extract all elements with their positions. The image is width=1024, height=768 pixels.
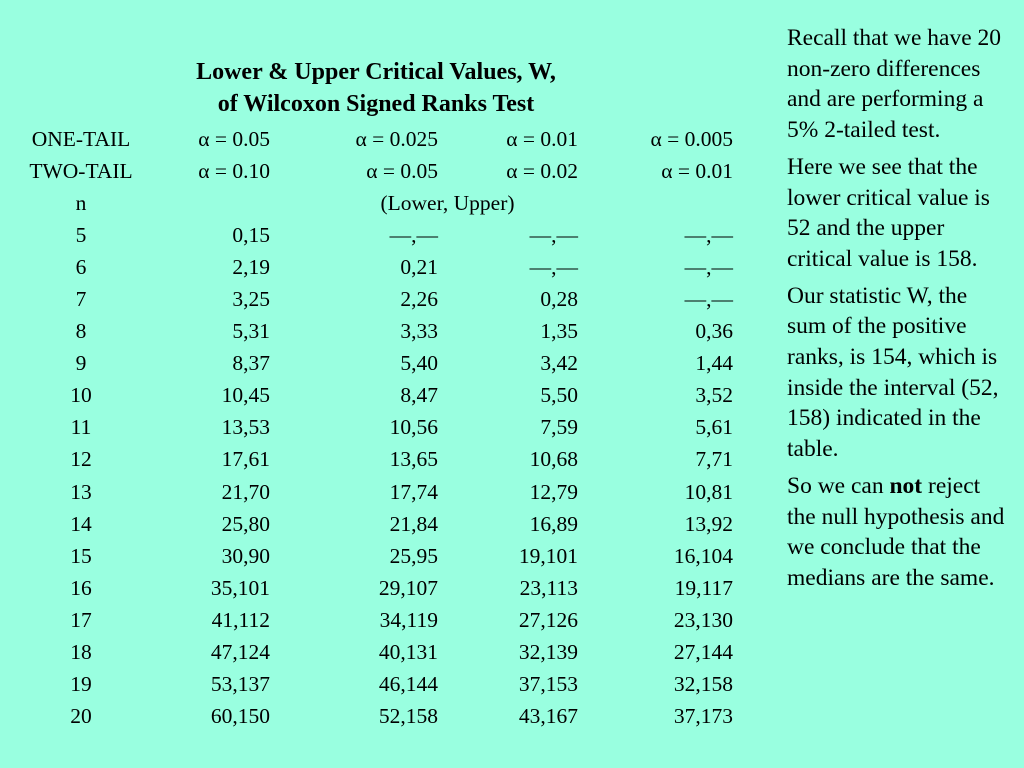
row-value: 21,70 [221, 479, 270, 504]
row-value: 29,107 [378, 575, 438, 600]
row-value: 16,104 [673, 543, 733, 568]
row-value: 32,158 [673, 672, 733, 697]
row-n: 19 [70, 672, 92, 697]
row-value: 13,53 [221, 415, 270, 440]
one-tail-alpha-1: α = 0.05 [198, 126, 270, 151]
two-tail-header-row [0, 155, 733, 187]
two-tail-alpha-4: α = 0.01 [661, 158, 733, 183]
table-row [0, 444, 733, 476]
table-row [0, 604, 733, 636]
row-n: 9 [75, 351, 87, 376]
row-n: 16 [70, 575, 92, 600]
row-value: 3,33 [400, 319, 438, 344]
row-n: 13 [70, 479, 92, 504]
row-value: 19,101 [518, 543, 578, 568]
table-row [0, 412, 733, 444]
conclusion-text-start: So we can [787, 472, 890, 499]
two-tail-label: TWO-TAIL [29, 158, 133, 183]
explanation-paragraph-4 [787, 471, 1012, 594]
table-row [0, 348, 733, 380]
row-n: 5 [75, 222, 87, 247]
row-n: 14 [70, 511, 92, 536]
row-value: 52,158 [378, 704, 438, 729]
row-value: 10,81 [684, 479, 733, 504]
critical-values-table [0, 123, 733, 733]
row-value: 25,80 [221, 511, 270, 536]
row-value: 5,40 [400, 351, 438, 376]
n-header-row [0, 187, 733, 219]
row-value: 47,124 [210, 640, 270, 665]
row-value: 3,42 [540, 351, 578, 376]
row-value: —,— [684, 222, 733, 247]
one-tail-header-row [0, 123, 733, 155]
row-value: 3,25 [232, 287, 270, 312]
row-value: 32,139 [518, 640, 578, 665]
row-value: 5,50 [540, 383, 578, 408]
two-tail-alpha-1: α = 0.10 [198, 158, 270, 183]
explanation-paragraph-3: Our statistic W, the sum of the positive ranks, is 154, which is inside the interval (52, 158) indicated in the table. [787, 282, 999, 463]
row-value: 10,56 [389, 415, 438, 440]
row-value: 0,28 [540, 287, 578, 312]
row-value: —,— [684, 287, 733, 312]
row-value: 7,71 [695, 447, 733, 472]
table-row [0, 219, 733, 251]
row-value: 8,37 [232, 351, 270, 376]
row-value: 25,95 [389, 543, 438, 568]
table-row [0, 701, 733, 733]
row-value: 27,144 [673, 640, 733, 665]
table-row [0, 508, 733, 540]
page-title [0, 56, 752, 120]
table-row [0, 637, 733, 669]
table-row [0, 316, 733, 348]
row-value: 19,117 [674, 575, 733, 600]
row-n: 18 [70, 640, 92, 665]
two-tail-alpha-2: α = 0.05 [366, 158, 438, 183]
row-n: 10 [70, 383, 92, 408]
row-value: 23,130 [673, 607, 733, 632]
row-n: 15 [70, 543, 92, 568]
row-value: 13,92 [684, 511, 733, 536]
table-row [0, 283, 733, 315]
explanation-panel [787, 23, 1012, 600]
row-value: 0,15 [232, 222, 270, 247]
row-value: 17,61 [221, 447, 270, 472]
one-tail-alpha-4: α = 0.005 [650, 126, 733, 151]
row-n: 6 [75, 254, 87, 279]
row-value: 41,112 [211, 607, 270, 632]
table-row [0, 540, 733, 572]
row-value: 46,144 [378, 672, 438, 697]
row-n: 11 [70, 415, 92, 440]
table-row [0, 572, 733, 604]
row-value: —,— [684, 254, 733, 279]
conclusion-text-end: reject the null hypothesis and we conclude that the medians are the same. [787, 472, 1005, 591]
row-value: 5,31 [232, 319, 270, 344]
row-value: 27,126 [518, 607, 578, 632]
n-column-label: n [75, 190, 87, 215]
row-value: 8,47 [400, 383, 438, 408]
row-value: —,— [389, 222, 438, 247]
row-value: 5,61 [695, 415, 733, 440]
row-value: 40,131 [378, 640, 438, 665]
explanation-paragraph-2: Here we see that the lower critical value is 52 and the upper critical value is 158. [787, 153, 990, 272]
row-value: 34,119 [379, 607, 438, 632]
row-value: 3,52 [695, 383, 733, 408]
row-value: —,— [529, 254, 578, 279]
row-value: 1,44 [695, 351, 733, 376]
row-value: 21,84 [389, 511, 438, 536]
row-n: 20 [70, 704, 92, 729]
one-tail-label: ONE-TAIL [31, 126, 131, 151]
conclusion-emphasis: not [889, 472, 923, 499]
row-value: 53,137 [210, 672, 270, 697]
table-row [0, 380, 733, 412]
row-value: 23,113 [519, 575, 578, 600]
row-value: 37,153 [518, 672, 578, 697]
one-tail-alpha-3: α = 0.01 [506, 126, 578, 151]
title-line-2: of Wilcoxon Signed Ranks Test [217, 91, 535, 117]
row-value: 17,74 [389, 479, 438, 504]
row-value: 0,36 [695, 319, 733, 344]
row-n: 12 [70, 447, 92, 472]
row-value: 2,26 [400, 287, 438, 312]
row-value: 60,150 [210, 704, 270, 729]
explanation-paragraph-1: Recall that we have 20 non-zero differences and are performing a 5% 2-tailed test. [787, 25, 1002, 144]
table-row [0, 251, 733, 283]
row-value: 1,35 [540, 319, 578, 344]
row-n: 17 [70, 607, 92, 632]
row-value: 10,45 [221, 383, 270, 408]
row-n: 7 [75, 287, 87, 312]
row-n: 8 [75, 319, 87, 344]
row-value: 10,68 [529, 447, 578, 472]
row-value: —,— [529, 222, 578, 247]
row-value: 16,89 [529, 511, 578, 536]
row-value: 13,65 [389, 447, 438, 472]
table-row [0, 669, 733, 701]
row-value: 12,79 [529, 479, 578, 504]
row-value: 37,173 [673, 704, 733, 729]
row-value: 0,21 [400, 254, 438, 279]
row-value: 30,90 [221, 543, 270, 568]
one-tail-alpha-2: α = 0.025 [355, 126, 438, 151]
row-value: 2,19 [232, 254, 270, 279]
row-value: 7,59 [540, 415, 578, 440]
title-line-1: Lower & Upper Critical Values, W, [196, 59, 556, 85]
two-tail-alpha-3: α = 0.02 [506, 158, 578, 183]
row-value: 35,101 [210, 575, 270, 600]
row-value: 43,167 [518, 704, 578, 729]
lower-upper-label: (Lower, Upper) [380, 190, 515, 215]
table-row [0, 476, 733, 508]
